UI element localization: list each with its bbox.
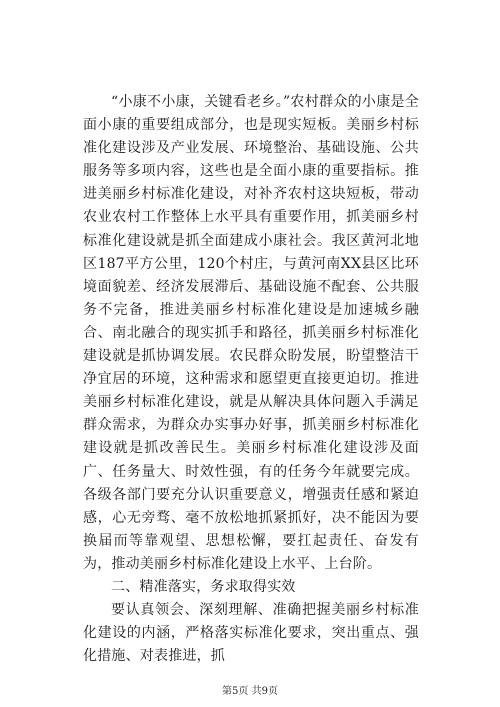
section-heading-2: 二、精准落实，务求取得实效 <box>111 578 296 595</box>
paragraph-xiaokang: “小康不小康，关键看老乡。”农村群众的小康是全面小康的重要组成部分，也是现实短板。美丽乡村标准化建设涉及产业发展、环境整治、基础设施、公共服务等多项内容，这些也是全面小康的重要指标。推进美丽乡村标准化建设，对补齐农村这块短板，带动农业农村工作整体上水平具有重要作用，抓美丽乡村标准化建设就是抓全面建成小康社会。我区黄河北地区187平方公里，120个村庄，与黄河南XX县区比环境面貌差、经济发展滞后、基础设施不配套、公共服务不完备，推进美丽乡村标准化建设是加速城乡融合、南北融合的现实抓手和路径，抓美丽乡村标准化建设就是抓协调发展。农民群众盼发展，盼望整洁干净宜居的环境，这种需求和愿望更直接更迫切。推进美丽乡村标准化建设，就是从解决具体问题入手满足群众需求，为群众办实事办好事，抓美丽乡村标准化建设就是抓改善民生。美丽乡村标准化建设涉及面广、任务量大、时效性强，有的任务今年就要完成。各级各部门要充分认识重要意义，增强责任感和紧迫感，心无旁骛、毫不放松地抓紧抓好，决不能因为要换届而等靠观望、思想松懈，要扛起责任、奋发有为，推动美丽乡村标准化建设上水平、上台阶。 <box>83 94 419 572</box>
paragraph-implementation: 要认真领会、深刻理解、准确把握美丽乡村标准化建设的内涵，严格落实标准化要求，突出重点、强化措施、对表推进，抓 <box>83 602 419 665</box>
page-footer: 第5页 共9页 <box>222 686 278 697</box>
document-body <box>83 91 419 668</box>
